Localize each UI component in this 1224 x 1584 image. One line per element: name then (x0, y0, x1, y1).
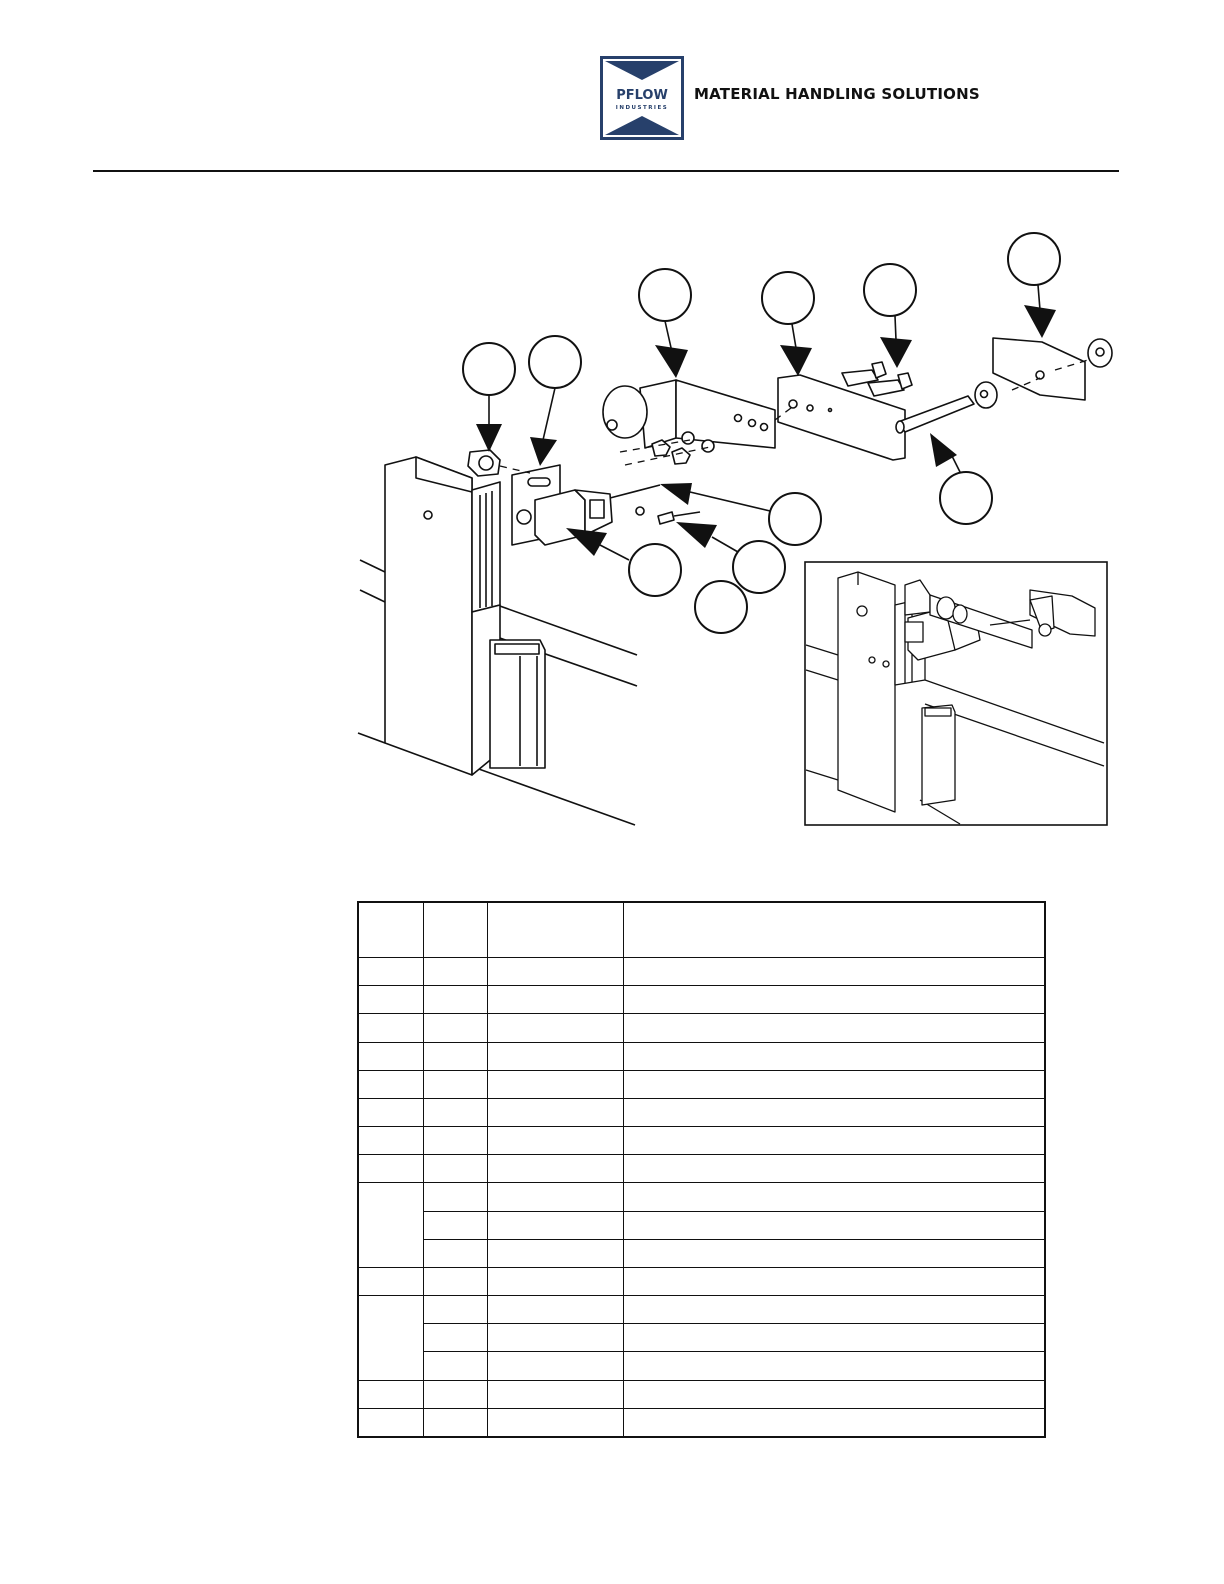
table-cell (358, 1098, 423, 1126)
table-cell (423, 1014, 487, 1042)
parts-table (357, 901, 1046, 1438)
table-cell (487, 1239, 623, 1267)
table-cell (358, 1155, 423, 1183)
shaft (896, 396, 974, 433)
table-cell (423, 1211, 487, 1239)
table-cell (423, 1324, 487, 1352)
table-cell (358, 1408, 423, 1437)
table-cell (623, 1296, 1045, 1324)
table-cell (623, 1267, 1045, 1295)
table-row (358, 1014, 1045, 1042)
callout-1 (463, 343, 515, 395)
table-cell (423, 1267, 487, 1295)
table-cell (423, 1070, 487, 1098)
assembled-view-inset (805, 562, 1107, 825)
square-tube (490, 640, 545, 768)
callout-4 (762, 272, 814, 324)
table-cell (423, 958, 487, 986)
table-cell (358, 1127, 423, 1155)
table-cell (423, 1127, 487, 1155)
callout-8 (769, 493, 821, 545)
callout-9 (733, 541, 785, 593)
table-row (358, 1296, 1045, 1324)
table-cell (487, 958, 623, 986)
table-row (358, 986, 1045, 1014)
table-cell (623, 1380, 1045, 1408)
table-cell (623, 1014, 1045, 1042)
table-cell (623, 1127, 1045, 1155)
table-cell (487, 1211, 623, 1239)
callout-11 (695, 581, 747, 633)
table-cell (423, 1155, 487, 1183)
table-cell (358, 986, 423, 1014)
callout-2 (529, 336, 581, 388)
callout-6 (1008, 233, 1060, 285)
callout-3 (639, 269, 691, 321)
logo-text-line2: INDUSTRIES (615, 105, 669, 111)
table-cell (487, 1352, 623, 1380)
table-row (358, 958, 1045, 986)
table-row (358, 1267, 1045, 1295)
table-row (358, 1239, 1045, 1267)
washer (975, 382, 997, 408)
table-cell (487, 1070, 623, 1098)
tagline: MATERIAL HANDLING SOLUTIONS (694, 85, 980, 103)
table-header-row (358, 902, 1045, 958)
table-cell (487, 1183, 623, 1211)
table-cell (358, 1014, 423, 1042)
table-cell (423, 1296, 487, 1324)
table-cell (487, 1155, 623, 1183)
callout-5 (864, 264, 916, 316)
table-row (358, 1380, 1045, 1408)
table-cell (487, 1127, 623, 1155)
table-cell (623, 1239, 1045, 1267)
table-cell (487, 1098, 623, 1126)
table-cell (358, 958, 423, 986)
table-row (358, 1408, 1045, 1437)
table-cell (487, 1014, 623, 1042)
table-row (358, 1211, 1045, 1239)
cam-plate (993, 338, 1085, 400)
logo-text-line1: PFLOW (616, 88, 668, 103)
table-cell (487, 1296, 623, 1324)
table-cell (623, 1042, 1045, 1070)
table-cell (358, 1380, 423, 1408)
table-cell (623, 1352, 1045, 1380)
table-cell (423, 1239, 487, 1267)
table-cell (623, 1098, 1045, 1126)
header-cell (358, 902, 423, 958)
table-cell (487, 1380, 623, 1408)
table-cell (487, 986, 623, 1014)
table-cell (487, 1267, 623, 1295)
table-row (358, 1324, 1045, 1352)
hex-bolts (842, 362, 912, 396)
table-row (358, 1127, 1045, 1155)
table-cell (358, 1183, 423, 1268)
table-row (358, 1155, 1045, 1183)
shaft-collar (1088, 339, 1112, 367)
lock-nut (468, 450, 500, 476)
table-cell (423, 1098, 487, 1126)
table-cell (623, 1211, 1045, 1239)
table-cell (358, 1070, 423, 1098)
upright-post (385, 457, 500, 775)
table-row (358, 1070, 1045, 1098)
table-row (358, 1042, 1045, 1070)
table-row (358, 1352, 1045, 1380)
table-cell (423, 1042, 487, 1070)
table-cell (358, 1296, 423, 1381)
header-cell (423, 902, 487, 958)
header-cell (487, 902, 623, 958)
table-cell (623, 1324, 1045, 1352)
table-cell (423, 1183, 487, 1211)
table-cell (423, 1408, 487, 1437)
table-cell (358, 1267, 423, 1295)
table-cell (623, 1408, 1045, 1437)
table-row (358, 1183, 1045, 1211)
callout-7 (940, 472, 992, 524)
table-cell (423, 1352, 487, 1380)
table-cell (623, 1183, 1045, 1211)
table-cell (487, 1408, 623, 1437)
callout-10 (629, 544, 681, 596)
table-cell (423, 1380, 487, 1408)
table-row (358, 1098, 1045, 1126)
table-cell (623, 1070, 1045, 1098)
table-cell (358, 1042, 423, 1070)
header-cell (623, 902, 1045, 958)
table-cell (487, 1324, 623, 1352)
table-cell (487, 1042, 623, 1070)
table-cell (623, 1155, 1045, 1183)
table-cell (623, 986, 1045, 1014)
table-cell (423, 986, 487, 1014)
table-cell (623, 958, 1045, 986)
